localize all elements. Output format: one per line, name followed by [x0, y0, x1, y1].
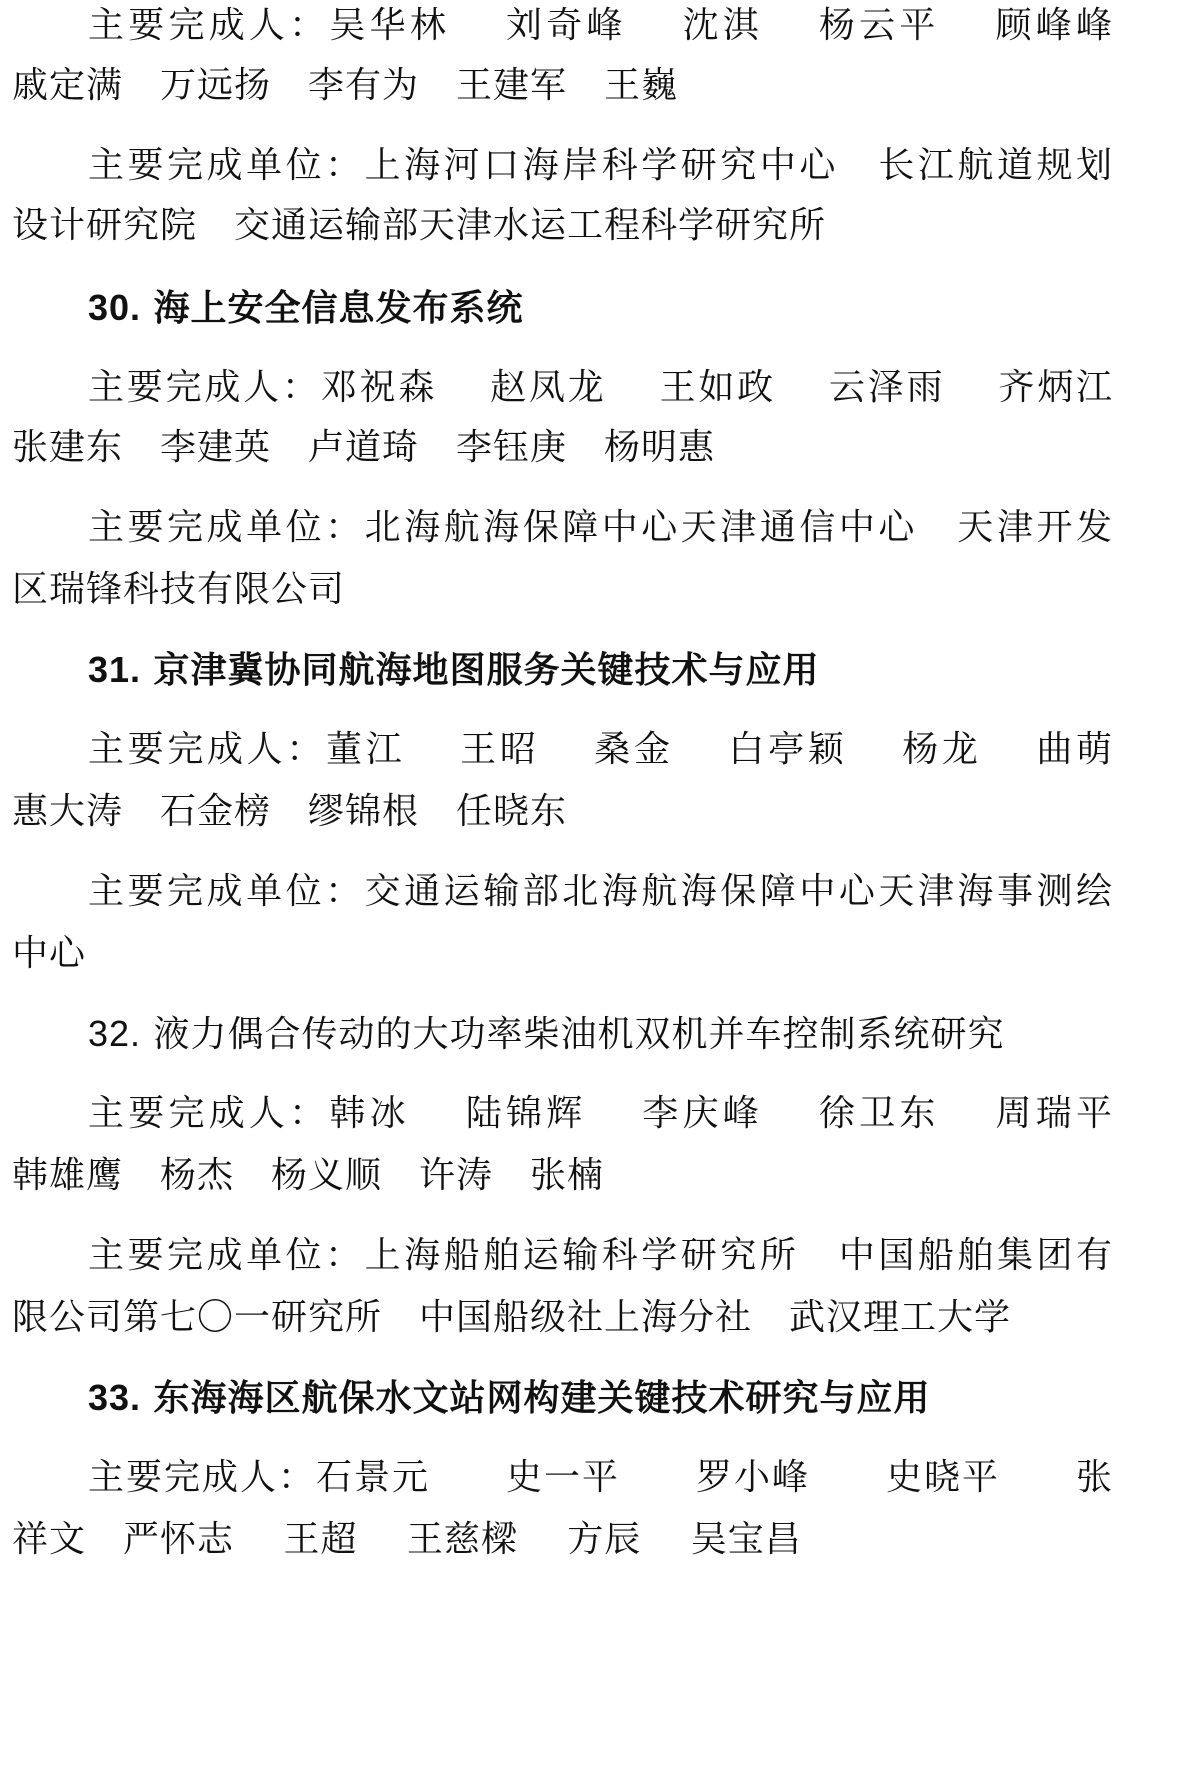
section-heading: [0, 287, 1183, 329]
persons-line-2: 惠大涛 石金榜 缪锦根 任晓东: [12, 791, 568, 832]
persons-line-2: 韩雄鹰 杨杰 杨义顺 许涛 张楠: [12, 1155, 605, 1196]
section-number: 33.: [88, 1377, 142, 1418]
persons-line-2: 戚定满 万远扬 李有为 王建军 王巍: [12, 65, 679, 106]
units-line-2: 设计研究院 交通运输部天津水运工程科学研究所: [12, 205, 827, 246]
section-heading: [0, 1377, 1183, 1419]
section-title: 液力偶合传动的大功率柴油机双机并车控制系统研究: [153, 1014, 1005, 1055]
persons-line-2: 张建东 李建英 卢道琦 李钰庚 杨明惠: [12, 427, 716, 468]
units-line-1: 主要完成单位：上海河口海岸科学研究中心 长江航道规划: [88, 145, 1113, 186]
units-line-2: 限公司第七〇一研究所 中国船级社上海分社 武汉理工大学: [12, 1297, 1012, 1338]
section-number: 31.: [88, 649, 142, 690]
section-heading: [0, 649, 1183, 691]
units-line-2: 区瑞锋科技有限公司: [12, 569, 346, 610]
persons-line-1: 主要完成人：董江 王昭 桑金 白亭颖 杨龙 曲萌: [88, 729, 1113, 770]
persons-line-1: 主要完成人：韩冰 陆锦辉 李庆峰 徐卫东 周瑞平: [88, 1093, 1113, 1134]
units-line-2: 中心: [12, 933, 87, 974]
section-heading: [0, 1013, 1183, 1055]
persons-line-1: 主要完成人：邓祝森 赵凤龙 王如政 云泽雨 齐炳江: [88, 367, 1113, 408]
units-line-1: 主要完成单位：交通运输部北海航海保障中心天津海事测绘: [88, 871, 1113, 912]
units-line-1: 主要完成单位：北海航海保障中心天津通信中心 天津开发: [88, 507, 1113, 548]
section-number: 32.: [88, 1013, 142, 1054]
section-title: 海上安全信息发布系统: [153, 287, 524, 329]
section-title: 京津冀协同航海地图服务关键技术与应用: [153, 649, 820, 691]
section-title: 东海海区航保水文站网构建关键技术研究与应用: [153, 1377, 931, 1419]
persons-line-1: 主要完成人：石景元 史一平 罗小峰 史晓平 张: [88, 1457, 1113, 1498]
persons-line-2: 祥文 严怀志 王超 王慈樑 方辰 吴宝昌: [12, 1519, 802, 1560]
units-line-1: 主要完成单位：上海船舶运输科学研究所 中国船舶集团有: [88, 1235, 1113, 1276]
section-number: 30.: [88, 287, 142, 328]
persons-line-1: 主要完成人：吴华林 刘奇峰 沈淇 杨云平 顾峰峰: [88, 5, 1113, 46]
